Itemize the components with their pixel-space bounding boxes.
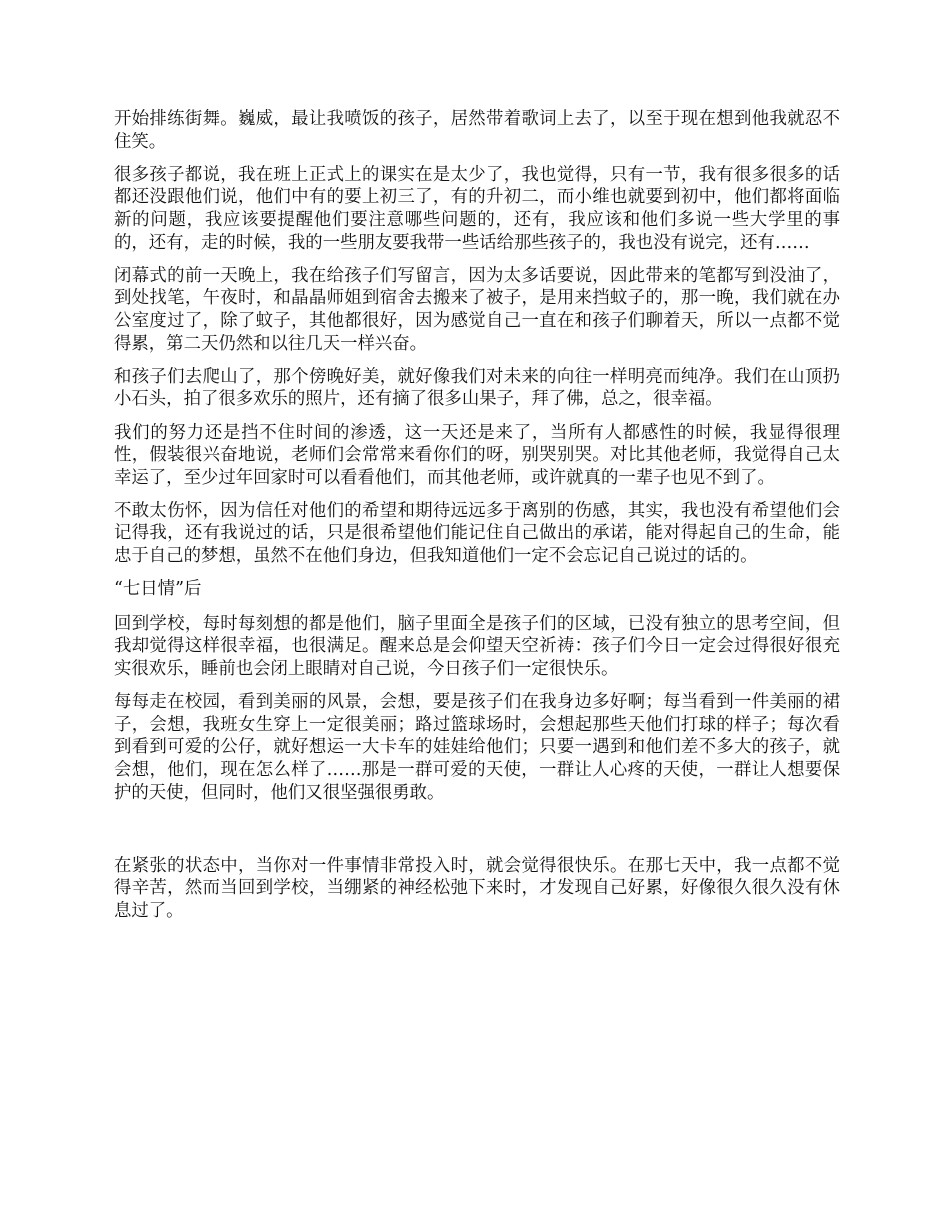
paragraph-unsaid-words: 很多孩子都说，我在班上正式上的课实在是太少了，我也觉得，只有一节，我有很多很多的话都还没跟他们说，他们中有的要上初三了，有的升初二，而小维也就要到初中，他们都将面临新的问题，我应该要提醒他们要注意哪些问题的，还有，我应该和他们多说一些大学里的事的，还有，走的时候，我的一些朋友要我带一些话给那些孩子的，我也没有说完，还有…… xyxy=(114,164,840,253)
document-body xyxy=(114,108,840,933)
paragraph-night-before-closing: 闭幕式的前一天晚上，我在给孩子们写留言，因为太多话要说，因此带来的笔都写到没油了，到处找笔，午夜时，和晶晶师姐到宿舍去搬来了被子，是用来挡蚊子的，那一晚，我们就在办公室度过了，除了蚊子，其他都很好，因为感觉自己一直在和孩子们聊着天，所以一点都不觉得累，第二天仍然和以往几天一样兴奋。 xyxy=(114,265,840,354)
section-heading-seven-days: “七日情”后 xyxy=(114,579,202,600)
paragraph-rehearsal: 开始排练街舞。巍威，最让我喷饭的孩子，居然带着歌词上去了，以至于现在想到他我就忍不住笑。 xyxy=(114,109,840,152)
paragraph-conclusion: 在紧张的状态中，当你对一件事情非常投入时，就会觉得很快乐。在那七天中，我一点都不觉得辛苦，然而当回到学校，当绷紧的神经松弛下来时，才发现自己好累，好像很久很久没有休息过了。 xyxy=(114,855,840,921)
blank-gap xyxy=(114,815,840,855)
paragraph-hopes: 不敢太伤怀，因为信任对他们的希望和期待远远多于离别的伤感，其实，我也没有希望他们会记得我，还有我说过的话，只是很希望他们能记住自己做出的承诺，能对得起自己的生命，能忠于自己的梦想，虽然不在他们身边，但我知道他们一定不会忘记自己说过的话的。 xyxy=(114,500,840,567)
paragraph-mountain-climb: 和孩子们去爬山了，那个傍晚好美，就好像我们对未来的向往一样明亮而纯净。我们在山顶扔小石头，拍了很多欢乐的照片，还有摘了很多山果子，拜了佛，总之，很幸福。 xyxy=(114,366,840,410)
paragraph-farewell-day: 我们的努力还是挡不住时间的渗透，这一天还是来了，当所有人都感性的时候，我显得很理性，假装很兴奋地说，老师们会常常来看你们的呀，别哭别哭。对比其他老师，我觉得自己太幸运了，至少过年回家时可以看看他们，而其他老师，或许就真的一辈子也见不到了。 xyxy=(114,422,840,488)
paragraph-campus-thoughts: 每每走在校园，看到美丽的风景，会想，要是孩子们在我身边多好啊；每当看到一件美丽的裙子，会想，我班女生穿上一定很美丽；路过篮球场时，会想起那些天他们打球的样子；每次看到看到可爱的公仔，就好想运一大卡车的娃娃给他们；只要一遇到和他们差不多大的孩子，就会想，他们，现在怎么样了……那是一群可爱的天使，一群让人心疼的天使，一群让人想要保护的天使，但同时，他们又很坚强很勇敢。 xyxy=(114,692,840,803)
paragraph-back-at-school: 回到学校，每时每刻想的都是他们，脑子里面全是孩子们的区域，已没有独立的思考空间，但我却觉得这样很幸福，也很满足。醒来总是会仰望天空祈祷：孩子们今日一定会过得很好很充实很欢乐，睡前也会闭上眼睛对自己说，今日孩子们一定很快乐。 xyxy=(114,613,840,680)
